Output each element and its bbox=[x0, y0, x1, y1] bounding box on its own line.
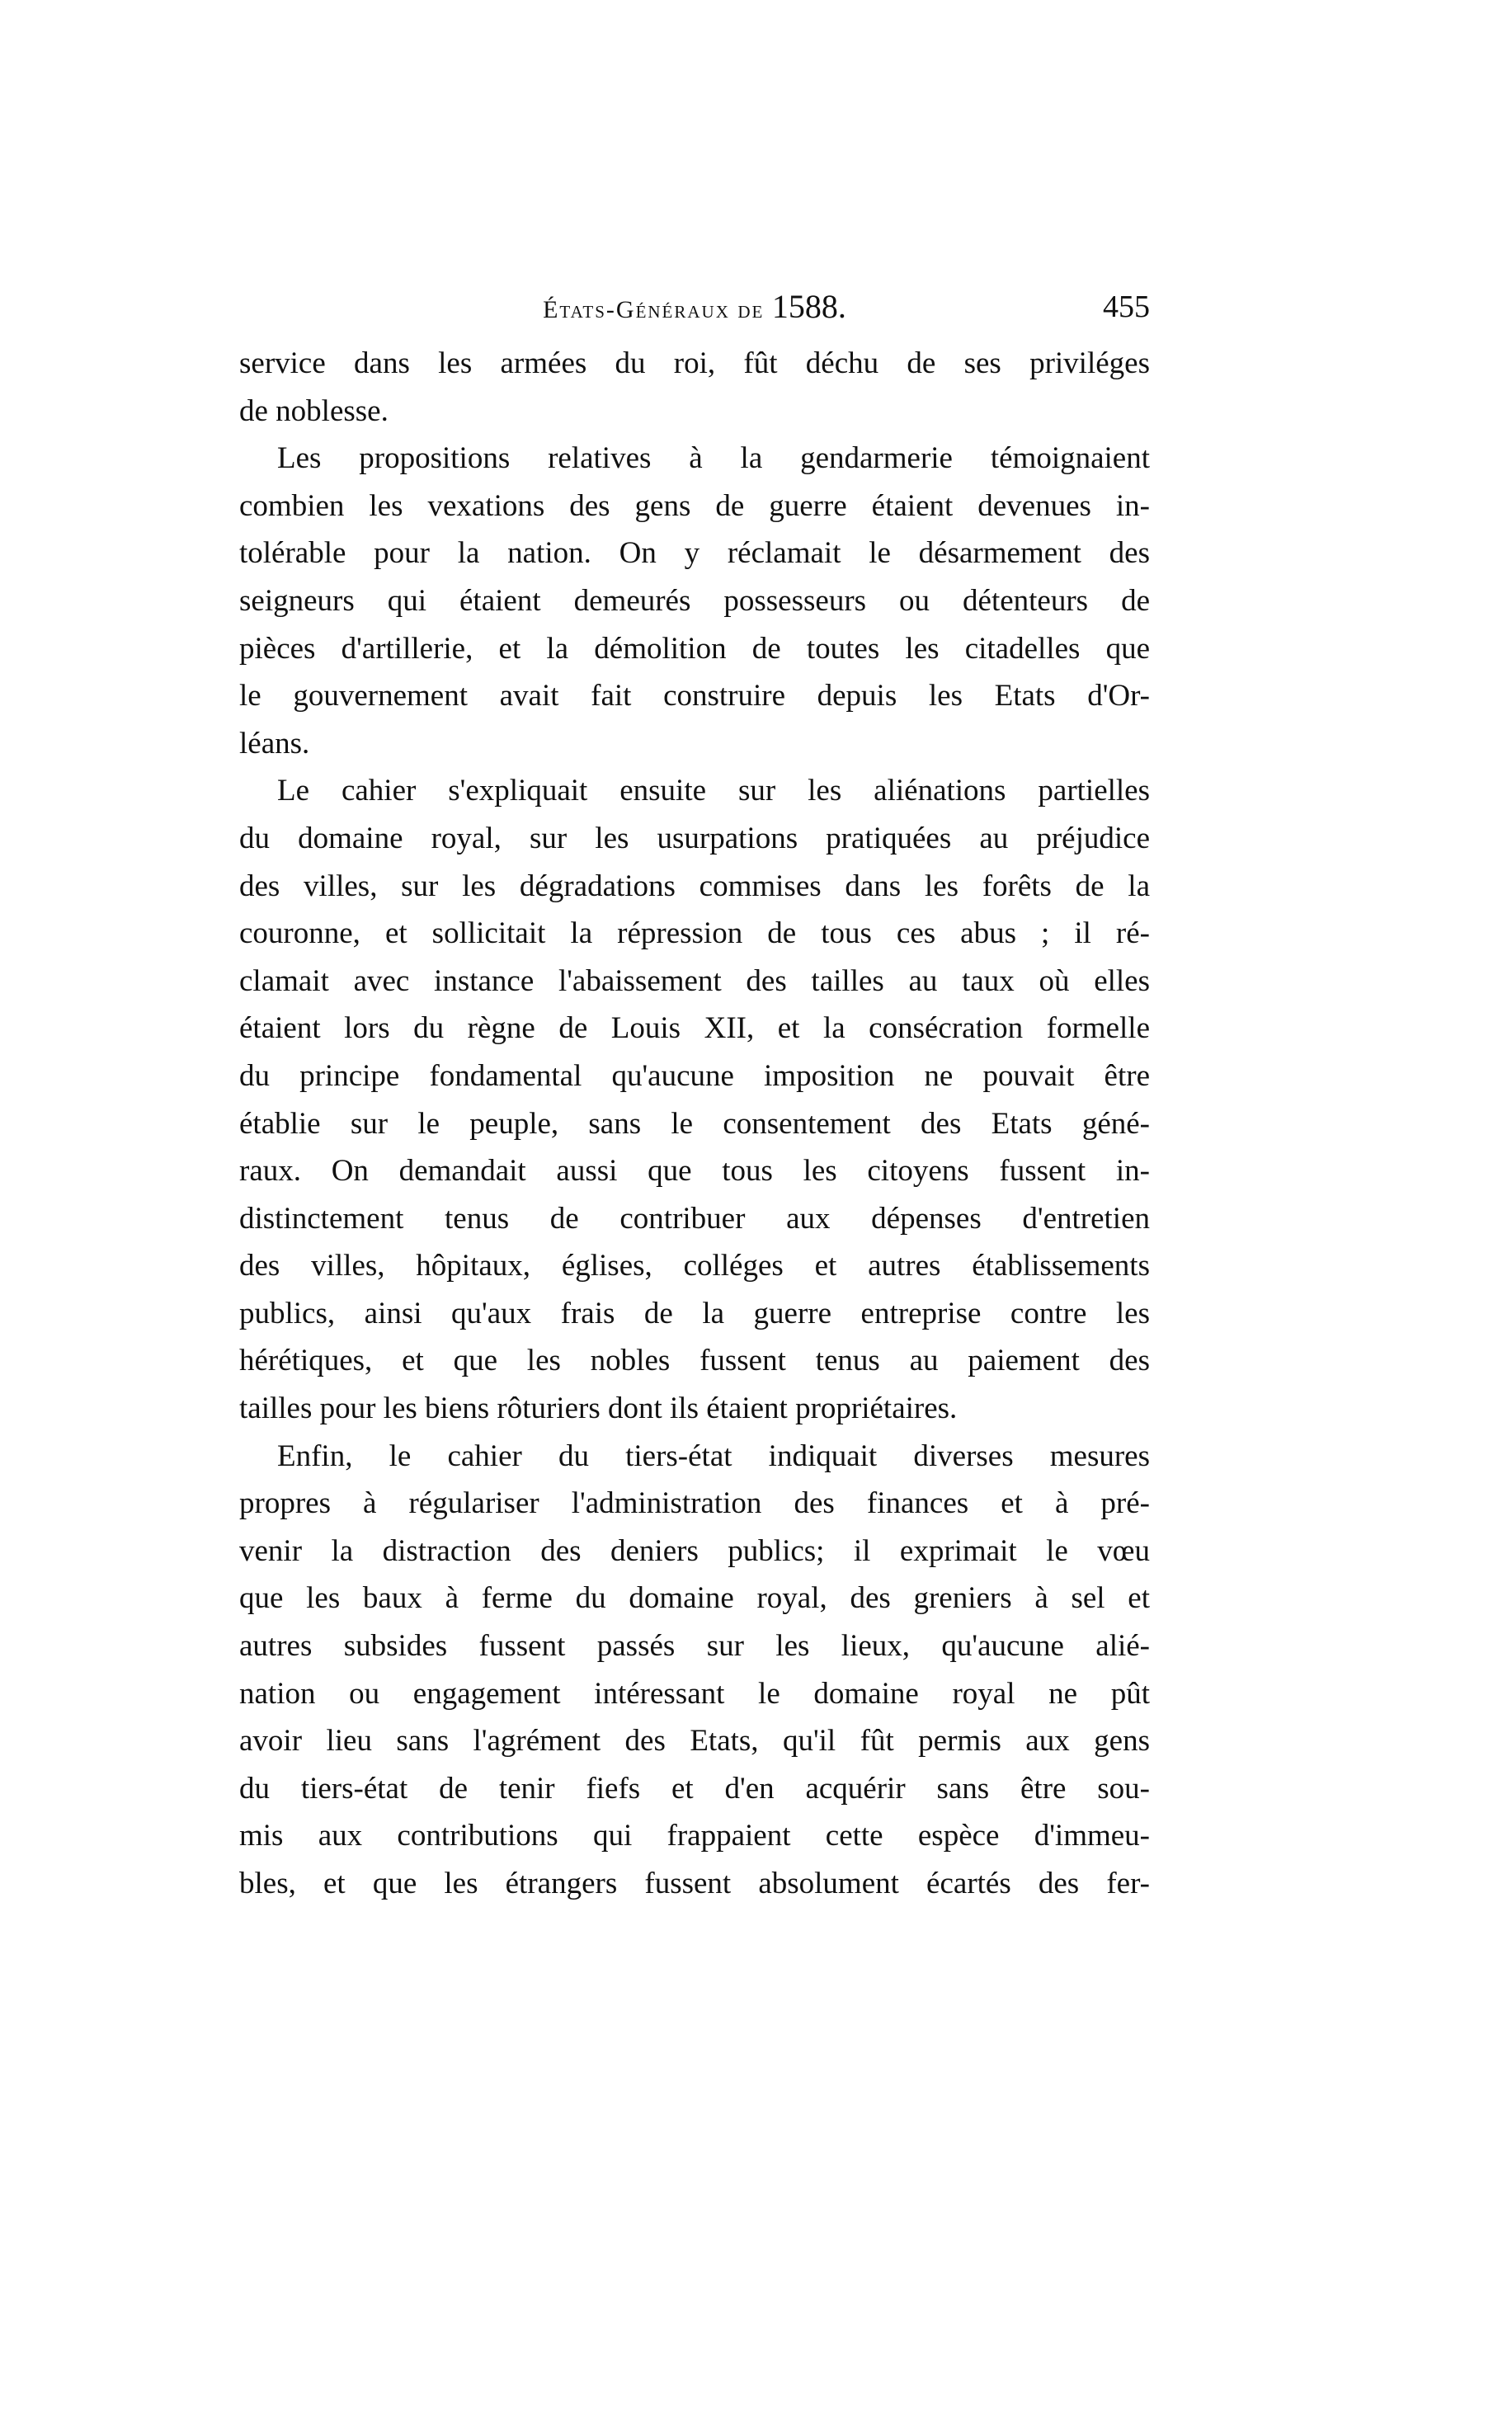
text-line: Les propositions relatives à la gendarmerie témoignaient bbox=[277, 441, 1150, 476]
paragraph bbox=[239, 1433, 1150, 1908]
text-line: des villes, hôpitaux, églises, colléges et autres établissements bbox=[239, 1249, 1150, 1283]
page-number: 455 bbox=[1103, 290, 1150, 324]
text-line: tailles pour les biens rôturiers dont ils étaient propriétaires. bbox=[239, 1391, 958, 1426]
text-line: hérétiques, et que les nobles fussent tenus au paiement des bbox=[239, 1344, 1150, 1378]
text-line: étaient lors du règne de Louis XII, et la consécration formelle bbox=[239, 1011, 1150, 1046]
text-line: seigneurs qui étaient demeurés possesseurs ou détenteurs de bbox=[239, 583, 1150, 618]
text-line: de noblesse. bbox=[239, 393, 389, 428]
text-line: que les baux à ferme du domaine royal, des greniers à sel et bbox=[239, 1581, 1150, 1616]
running-title-year: 1588. bbox=[771, 288, 846, 325]
text-line: combien les vexations des gens de guerre étaient devenues in- bbox=[239, 488, 1150, 523]
paragraph bbox=[239, 340, 1150, 435]
text-line: clamait avec instance l'abaissement des tailles au taux où elles bbox=[239, 963, 1150, 998]
text-line: venir la distraction des deniers publics; il exprimait le vœu bbox=[239, 1533, 1150, 1568]
running-title bbox=[239, 283, 1150, 334]
text-line: du domaine royal, sur les usurpations pratiquées au préjudice bbox=[239, 821, 1150, 855]
text-line: nation ou engagement intéressant le domaine royal ne pût bbox=[239, 1676, 1150, 1711]
text-line: bles, et que les étrangers fussent absolument écartés des fer- bbox=[239, 1867, 1150, 1900]
text-line: couronne, et sollicitait la répression de tous ces abus ; il ré- bbox=[239, 916, 1150, 951]
text-line: établie sur le peuple, sans le consentement des Etats géné- bbox=[239, 1106, 1150, 1141]
text-line: du tiers-état de tenir fiefs et d'en acquérir sans être sou- bbox=[239, 1771, 1150, 1806]
paragraph bbox=[239, 767, 1150, 1432]
text-line: service dans les armées du roi, fût déchu de ses priviléges bbox=[239, 346, 1150, 380]
text-line: Le cahier s'expliquait ensuite sur les aliénations partielles bbox=[277, 774, 1150, 808]
text-line: propres à régulariser l'administration des finances et à pré- bbox=[239, 1486, 1150, 1521]
text-line: du principe fondamental qu'aucune imposition ne pouvait être bbox=[239, 1058, 1150, 1093]
text-line: autres subsides fussent passés sur les lieux, qu'aucune alié- bbox=[239, 1629, 1150, 1664]
text-line: tolérable pour la nation. On y réclamait le désarmement des bbox=[239, 536, 1150, 571]
text-line: pièces d'artillerie, et la démolition de toutes les citadelles que bbox=[239, 631, 1150, 666]
text-line: mis aux contributions qui frappaient cette espèce d'immeu- bbox=[239, 1819, 1150, 1853]
text-line: distinctement tenus de contribuer aux dépenses d'entretien bbox=[239, 1201, 1150, 1236]
running-header bbox=[239, 283, 1150, 331]
paragraph bbox=[239, 435, 1150, 767]
text-line: publics, ainsi qu'aux frais de la guerre entreprise contre les bbox=[239, 1296, 1150, 1330]
running-title-text: États-Généraux de bbox=[543, 296, 765, 323]
text-line: raux. On demandait aussi que tous les citoyens fussent in- bbox=[239, 1154, 1150, 1189]
text-line: avoir lieu sans l'agrément des Etats, qu'il fût permis aux gens bbox=[239, 1724, 1150, 1759]
text-line: le gouvernement avait fait construire depuis les Etats d'Or- bbox=[239, 679, 1150, 713]
text-line: léans. bbox=[239, 726, 310, 760]
text-line: des villes, sur les dégradations commises dans les forêts de la bbox=[239, 869, 1150, 903]
page-body bbox=[239, 340, 1150, 1908]
text-line: Enfin, le cahier du tiers-état indiquait diverses mesures bbox=[277, 1439, 1150, 1473]
